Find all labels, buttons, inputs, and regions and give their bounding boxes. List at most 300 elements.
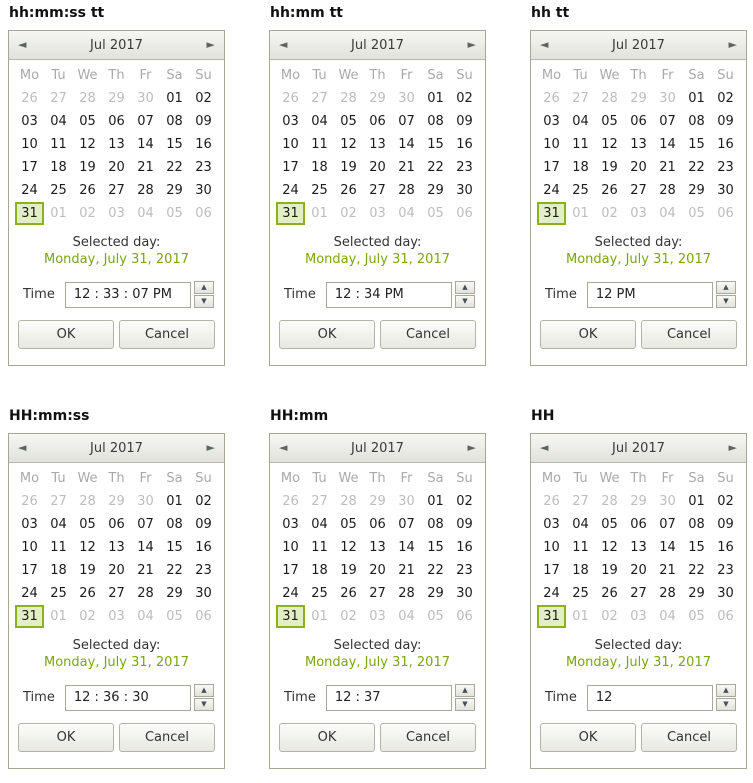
day-cell[interactable]: 29: [108, 494, 125, 509]
day-cell[interactable]: 21: [398, 563, 415, 578]
cancel-button[interactable]: Cancel: [380, 723, 476, 752]
day-cell[interactable]: 19: [601, 160, 618, 175]
day-cell[interactable]: 05: [340, 517, 357, 532]
day-cell[interactable]: 13: [108, 540, 125, 555]
cancel-button[interactable]: Cancel: [641, 320, 737, 349]
day-cell[interactable]: 29: [108, 91, 125, 106]
spinner-up-button[interactable]: [716, 281, 736, 294]
day-cell[interactable]: 26: [340, 183, 357, 198]
day-cell[interactable]: 10: [21, 540, 38, 555]
day-cell[interactable]: 30: [456, 183, 473, 198]
day-cell[interactable]: 25: [50, 586, 67, 601]
day-cell[interactable]: 29: [427, 183, 444, 198]
day-cell[interactable]: 17: [543, 160, 560, 175]
day-cell[interactable]: 17: [282, 563, 299, 578]
day-cell[interactable]: 23: [195, 563, 212, 578]
day-cell[interactable]: 18: [572, 160, 589, 175]
cancel-button[interactable]: Cancel: [119, 723, 215, 752]
day-cell[interactable]: 04: [137, 609, 154, 624]
day-cell[interactable]: 09: [456, 517, 473, 532]
arrow-right-icon: ►: [728, 441, 737, 454]
day-cell[interactable]: 02: [79, 609, 96, 624]
day-cell[interactable]: 08: [688, 114, 705, 129]
day-of-week-header: We: [77, 68, 98, 83]
day-cell[interactable]: 22: [688, 563, 705, 578]
day-cell[interactable]: 16: [195, 540, 212, 555]
day-cell[interactable]: 24: [543, 586, 560, 601]
day-cell[interactable]: 15: [166, 540, 183, 555]
day-cell[interactable]: 01: [688, 91, 705, 106]
day-cell[interactable]: 04: [311, 114, 328, 129]
day-cell[interactable]: 04: [398, 206, 415, 221]
time-input[interactable]: 12 : 33 : 07 PM: [65, 282, 191, 308]
cancel-button[interactable]: Cancel: [119, 320, 215, 349]
day-cell[interactable]: 01: [427, 494, 444, 509]
arrow-left-icon: ◄: [279, 441, 288, 454]
day-cell[interactable]: 04: [659, 206, 676, 221]
next-month-button[interactable]: [468, 31, 476, 59]
spinner-up-button[interactable]: [716, 684, 736, 697]
day-cell[interactable]: 01: [166, 494, 183, 509]
day-cell[interactable]: 26: [601, 586, 618, 601]
day-cell[interactable]: 06: [108, 114, 125, 129]
day-cell[interactable]: 01: [311, 609, 328, 624]
day-cell[interactable]: 24: [543, 183, 560, 198]
day-cell[interactable]: 12: [601, 137, 618, 152]
day-cell[interactable]: 05: [688, 609, 705, 624]
day-cell[interactable]: 15: [427, 137, 444, 152]
day-cell[interactable]: 29: [688, 183, 705, 198]
day-cell[interactable]: 18: [311, 160, 328, 175]
day-cell[interactable]: 01: [688, 494, 705, 509]
day-cell[interactable]: 16: [456, 540, 473, 555]
day-cell[interactable]: 23: [717, 563, 734, 578]
next-month-button[interactable]: [729, 434, 737, 462]
day-cell[interactable]: 08: [427, 517, 444, 532]
day-cell[interactable]: 30: [717, 586, 734, 601]
day-cell[interactable]: 30: [195, 183, 212, 198]
next-month-button[interactable]: [729, 31, 737, 59]
day-cell-selected[interactable]: 31: [276, 605, 305, 628]
prev-month-button[interactable]: [279, 31, 287, 59]
day-cell[interactable]: 12: [340, 137, 357, 152]
day-cell[interactable]: 27: [630, 586, 647, 601]
day-cell[interactable]: 24: [21, 586, 38, 601]
day-cell[interactable]: 03: [630, 206, 647, 221]
day-cell[interactable]: 02: [195, 494, 212, 509]
day-cell[interactable]: 20: [369, 563, 386, 578]
day-cell[interactable]: 14: [137, 540, 154, 555]
day-cell[interactable]: 03: [369, 609, 386, 624]
day-cell[interactable]: 30: [137, 91, 154, 106]
day-cell[interactable]: 27: [108, 586, 125, 601]
day-cell[interactable]: 01: [572, 609, 589, 624]
day-cell[interactable]: 29: [630, 91, 647, 106]
day-cell[interactable]: 14: [137, 137, 154, 152]
day-cell[interactable]: 28: [659, 183, 676, 198]
spinner-down-button[interactable]: [194, 698, 214, 711]
day-cell[interactable]: 26: [282, 91, 299, 106]
day-cell[interactable]: 10: [282, 137, 299, 152]
day-cell[interactable]: 07: [659, 114, 676, 129]
day-cell[interactable]: 17: [282, 160, 299, 175]
day-cell[interactable]: 30: [398, 494, 415, 509]
day-cell[interactable]: 20: [630, 160, 647, 175]
day-cell[interactable]: 03: [108, 609, 125, 624]
prev-month-button[interactable]: [540, 434, 548, 462]
spinner-up-button[interactable]: [194, 684, 214, 697]
day-cell[interactable]: 02: [717, 91, 734, 106]
day-cell[interactable]: 22: [166, 160, 183, 175]
day-cell[interactable]: 11: [572, 137, 589, 152]
day-cell[interactable]: 16: [195, 137, 212, 152]
day-cell[interactable]: 30: [717, 183, 734, 198]
day-cell[interactable]: 30: [195, 586, 212, 601]
time-input[interactable]: 12 PM: [587, 282, 713, 308]
day-cell[interactable]: 05: [601, 517, 618, 532]
day-cell[interactable]: 15: [166, 137, 183, 152]
spinner-down-button[interactable]: [716, 295, 736, 308]
day-cell[interactable]: 11: [311, 540, 328, 555]
day-cell[interactable]: 24: [282, 183, 299, 198]
ok-button[interactable]: OK: [540, 320, 636, 349]
day-cell[interactable]: 22: [688, 160, 705, 175]
day-cell[interactable]: 04: [572, 517, 589, 532]
day-cell[interactable]: 04: [398, 609, 415, 624]
spinner-down-button[interactable]: [194, 295, 214, 308]
day-cell[interactable]: 17: [21, 563, 38, 578]
spinner-up-button[interactable]: [455, 684, 475, 697]
day-cell[interactable]: 18: [572, 563, 589, 578]
day-cell[interactable]: 28: [601, 494, 618, 509]
day-cell[interactable]: 05: [166, 206, 183, 221]
time-input[interactable]: 12: [587, 685, 713, 711]
day-cell[interactable]: 06: [717, 609, 734, 624]
day-cell[interactable]: 06: [717, 206, 734, 221]
day-cell[interactable]: 01: [427, 91, 444, 106]
day-cell[interactable]: 10: [543, 137, 560, 152]
day-cell[interactable]: 15: [427, 540, 444, 555]
day-cell[interactable]: 09: [456, 114, 473, 129]
day-cell[interactable]: 26: [79, 586, 96, 601]
day-cell[interactable]: 30: [659, 494, 676, 509]
day-cell[interactable]: 27: [630, 183, 647, 198]
spinner-up-button[interactable]: [455, 281, 475, 294]
day-cell[interactable]: 21: [659, 563, 676, 578]
day-cell[interactable]: 21: [137, 563, 154, 578]
spinner-down-button[interactable]: [455, 295, 475, 308]
spinner-down-button[interactable]: [716, 698, 736, 711]
day-cell[interactable]: 06: [108, 517, 125, 532]
day-cell[interactable]: 01: [50, 206, 67, 221]
time-input[interactable]: 12 : 36 : 30: [65, 685, 191, 711]
day-cell[interactable]: 01: [311, 206, 328, 221]
day-cell[interactable]: 28: [340, 91, 357, 106]
day-cell[interactable]: 26: [21, 91, 38, 106]
day-cell-selected[interactable]: 31: [15, 202, 44, 225]
day-cell[interactable]: 25: [50, 183, 67, 198]
day-cell[interactable]: 16: [717, 540, 734, 555]
day-cell[interactable]: 26: [543, 91, 560, 106]
day-cell[interactable]: 02: [456, 91, 473, 106]
day-cell[interactable]: 12: [79, 540, 96, 555]
day-cell[interactable]: 08: [688, 517, 705, 532]
day-cell[interactable]: 02: [456, 494, 473, 509]
day-cell[interactable]: 10: [21, 137, 38, 152]
day-cell[interactable]: 12: [340, 540, 357, 555]
day-cell[interactable]: 27: [108, 183, 125, 198]
day-cell[interactable]: 18: [311, 563, 328, 578]
day-cell[interactable]: 11: [50, 137, 67, 152]
day-cell[interactable]: 11: [572, 540, 589, 555]
day-cell[interactable]: 04: [311, 517, 328, 532]
prev-month-button[interactable]: [18, 434, 26, 462]
day-cell[interactable]: 23: [456, 160, 473, 175]
day-cell[interactable]: 28: [398, 586, 415, 601]
day-cell[interactable]: 03: [282, 517, 299, 532]
day-cell[interactable]: 24: [21, 183, 38, 198]
day-cell[interactable]: 26: [21, 494, 38, 509]
day-cell[interactable]: 23: [195, 160, 212, 175]
day-cell[interactable]: 07: [398, 517, 415, 532]
day-cell[interactable]: 30: [456, 586, 473, 601]
day-cell[interactable]: 22: [427, 563, 444, 578]
day-cell[interactable]: 11: [50, 540, 67, 555]
day-cell[interactable]: 29: [166, 183, 183, 198]
day-cell[interactable]: 02: [195, 91, 212, 106]
day-cell[interactable]: 28: [137, 183, 154, 198]
day-cell[interactable]: 05: [427, 609, 444, 624]
day-cell[interactable]: 25: [572, 586, 589, 601]
day-cell[interactable]: 24: [282, 586, 299, 601]
day-cell[interactable]: 19: [79, 160, 96, 175]
day-cell[interactable]: 17: [21, 160, 38, 175]
day-cell[interactable]: 16: [456, 137, 473, 152]
day-cell[interactable]: 02: [717, 494, 734, 509]
day-cell[interactable]: 29: [369, 494, 386, 509]
day-cell[interactable]: 26: [282, 494, 299, 509]
day-cell[interactable]: 21: [137, 160, 154, 175]
day-cell[interactable]: 27: [311, 494, 328, 509]
day-cell[interactable]: 07: [659, 517, 676, 532]
day-cell[interactable]: 28: [398, 183, 415, 198]
day-cell[interactable]: 19: [79, 563, 96, 578]
day-cell[interactable]: 29: [369, 91, 386, 106]
day-cell[interactable]: 03: [543, 517, 560, 532]
day-cell[interactable]: 28: [340, 494, 357, 509]
day-cell[interactable]: 06: [630, 517, 647, 532]
day-cell[interactable]: 09: [195, 517, 212, 532]
next-month-button[interactable]: [207, 434, 215, 462]
day-cell[interactable]: 22: [166, 563, 183, 578]
day-cell[interactable]: 29: [688, 586, 705, 601]
day-cell[interactable]: 27: [50, 494, 67, 509]
day-cell[interactable]: 13: [630, 137, 647, 152]
day-cell[interactable]: 28: [659, 586, 676, 601]
day-cell[interactable]: 06: [369, 517, 386, 532]
day-cell[interactable]: 26: [601, 183, 618, 198]
day-cell[interactable]: 06: [195, 609, 212, 624]
day-cell[interactable]: 27: [572, 494, 589, 509]
day-cell[interactable]: 29: [166, 586, 183, 601]
spinner-up-button[interactable]: [194, 281, 214, 294]
time-input[interactable]: 12 : 37: [326, 685, 452, 711]
day-cell[interactable]: 12: [79, 137, 96, 152]
day-cell[interactable]: 14: [659, 540, 676, 555]
day-cell[interactable]: 25: [572, 183, 589, 198]
ok-button[interactable]: OK: [279, 320, 375, 349]
day-cell[interactable]: 02: [601, 206, 618, 221]
day-cell[interactable]: 29: [427, 586, 444, 601]
day-cell-selected[interactable]: 31: [276, 202, 305, 225]
day-of-week-header: Mo: [280, 471, 301, 486]
day-cell[interactable]: 05: [79, 517, 96, 532]
day-cell[interactable]: 01: [50, 609, 67, 624]
day-cell[interactable]: 03: [630, 609, 647, 624]
day-cell[interactable]: 05: [601, 114, 618, 129]
day-cell[interactable]: 23: [456, 563, 473, 578]
day-cell[interactable]: 02: [601, 609, 618, 624]
day-cell[interactable]: 17: [543, 563, 560, 578]
day-cell[interactable]: 13: [630, 540, 647, 555]
day-cell[interactable]: 03: [543, 114, 560, 129]
day-cell[interactable]: 27: [50, 91, 67, 106]
day-cell[interactable]: 14: [398, 137, 415, 152]
day-cell[interactable]: 09: [717, 114, 734, 129]
day-cell[interactable]: 16: [717, 137, 734, 152]
day-cell[interactable]: 20: [108, 563, 125, 578]
ok-button[interactable]: OK: [18, 320, 114, 349]
day-cell[interactable]: 07: [137, 114, 154, 129]
day-cell[interactable]: 18: [50, 563, 67, 578]
day-cell[interactable]: 28: [79, 494, 96, 509]
day-cell[interactable]: 03: [282, 114, 299, 129]
day-cell[interactable]: 14: [659, 137, 676, 152]
day-cell[interactable]: 06: [195, 206, 212, 221]
day-cell[interactable]: 18: [50, 160, 67, 175]
picker-panel: [269, 30, 486, 366]
day-cell[interactable]: 05: [688, 206, 705, 221]
day-cell[interactable]: 28: [79, 91, 96, 106]
day-cell[interactable]: 11: [311, 137, 328, 152]
day-cell[interactable]: 26: [543, 494, 560, 509]
day-cell[interactable]: 30: [659, 91, 676, 106]
ok-button[interactable]: OK: [279, 723, 375, 752]
day-cell[interactable]: 10: [543, 540, 560, 555]
prev-month-button[interactable]: [540, 31, 548, 59]
day-cell[interactable]: 27: [311, 91, 328, 106]
day-cell[interactable]: 04: [137, 206, 154, 221]
next-month-button[interactable]: [207, 31, 215, 59]
day-cell[interactable]: 28: [137, 586, 154, 601]
day-cell[interactable]: 09: [195, 114, 212, 129]
day-cell[interactable]: 04: [659, 609, 676, 624]
day-cell[interactable]: 14: [398, 540, 415, 555]
day-cell[interactable]: 15: [688, 137, 705, 152]
day-cell[interactable]: 13: [369, 137, 386, 152]
cancel-button[interactable]: Cancel: [380, 320, 476, 349]
day-cell[interactable]: 30: [398, 91, 415, 106]
day-cell[interactable]: 13: [369, 540, 386, 555]
day-cell[interactable]: 20: [630, 563, 647, 578]
ok-button[interactable]: OK: [540, 723, 636, 752]
day-cell[interactable]: 06: [369, 114, 386, 129]
day-cell[interactable]: 04: [50, 114, 67, 129]
day-cell[interactable]: 03: [369, 206, 386, 221]
day-cell[interactable]: 07: [398, 114, 415, 129]
prev-month-button[interactable]: [279, 434, 287, 462]
day-cell[interactable]: 03: [21, 114, 38, 129]
day-cell[interactable]: 02: [340, 609, 357, 624]
day-cell[interactable]: 08: [166, 517, 183, 532]
day-cell[interactable]: 21: [659, 160, 676, 175]
day-cell[interactable]: 26: [79, 183, 96, 198]
day-cell[interactable]: 08: [427, 114, 444, 129]
day-cell[interactable]: 03: [108, 206, 125, 221]
day-cell[interactable]: 03: [21, 517, 38, 532]
day-cell[interactable]: 25: [311, 586, 328, 601]
ok-button[interactable]: OK: [18, 723, 114, 752]
day-cell[interactable]: 23: [717, 160, 734, 175]
day-cell[interactable]: 27: [369, 183, 386, 198]
day-cell[interactable]: 22: [427, 160, 444, 175]
day-cell[interactable]: 25: [311, 183, 328, 198]
day-cell[interactable]: 04: [572, 114, 589, 129]
day-cell[interactable]: 29: [630, 494, 647, 509]
day-cell[interactable]: 01: [572, 206, 589, 221]
day-cell[interactable]: 27: [369, 586, 386, 601]
day-cell[interactable]: 19: [340, 563, 357, 578]
day-cell[interactable]: 02: [340, 206, 357, 221]
prev-month-button[interactable]: [18, 31, 26, 59]
day-cell[interactable]: 15: [688, 540, 705, 555]
day-cell[interactable]: 01: [166, 91, 183, 106]
day-cell[interactable]: 20: [369, 160, 386, 175]
day-cell[interactable]: 19: [340, 160, 357, 175]
day-cell[interactable]: 10: [282, 540, 299, 555]
day-cell[interactable]: 05: [79, 114, 96, 129]
day-cell[interactable]: 26: [340, 586, 357, 601]
day-cell[interactable]: 06: [456, 609, 473, 624]
time-input[interactable]: 12 : 34 PM: [326, 282, 452, 308]
day-cell[interactable]: 21: [398, 160, 415, 175]
day-cell[interactable]: 06: [456, 206, 473, 221]
cancel-button[interactable]: Cancel: [641, 723, 737, 752]
day-cell[interactable]: 07: [137, 517, 154, 532]
day-cell[interactable]: 02: [79, 206, 96, 221]
spinner-down-button[interactable]: [455, 698, 475, 711]
day-cell[interactable]: 12: [601, 540, 618, 555]
day-cell[interactable]: 28: [601, 91, 618, 106]
day-cell[interactable]: 27: [572, 91, 589, 106]
day-cell[interactable]: 13: [108, 137, 125, 152]
day-cell[interactable]: 04: [50, 517, 67, 532]
calendar-header: [9, 434, 224, 463]
day-cell[interactable]: 19: [601, 563, 618, 578]
day-cell[interactable]: 09: [717, 517, 734, 532]
day-cell[interactable]: 05: [166, 609, 183, 624]
day-cell-selected[interactable]: 31: [15, 605, 44, 628]
day-cell[interactable]: 08: [166, 114, 183, 129]
day-cell[interactable]: 05: [340, 114, 357, 129]
day-cell[interactable]: 06: [630, 114, 647, 129]
day-cell-selected[interactable]: 31: [537, 605, 566, 628]
day-cell[interactable]: 30: [137, 494, 154, 509]
next-month-button[interactable]: [468, 434, 476, 462]
day-cell-selected[interactable]: 31: [537, 202, 566, 225]
day-cell[interactable]: 20: [108, 160, 125, 175]
day-cell[interactable]: 05: [427, 206, 444, 221]
